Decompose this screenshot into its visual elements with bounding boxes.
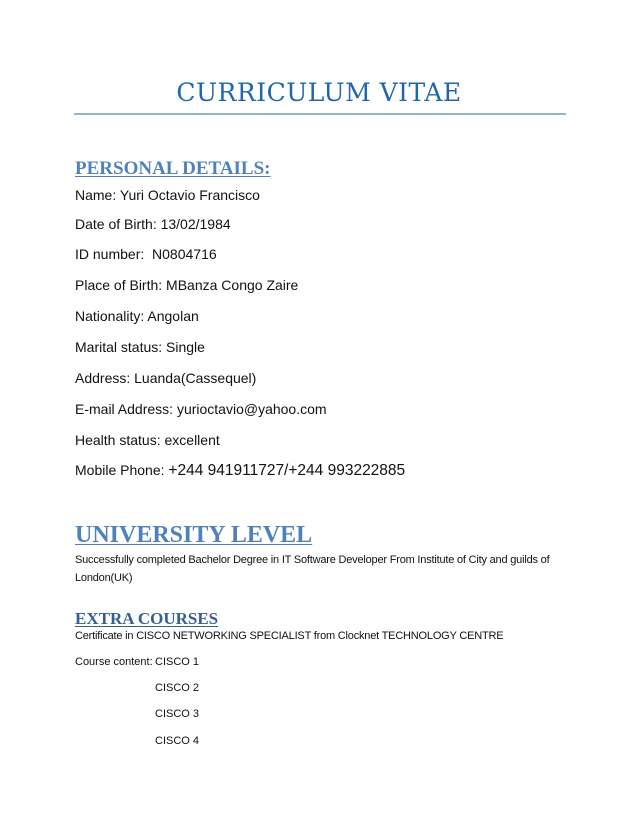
field-email	[75, 401, 327, 417]
field-label: Place of Birth:	[75, 277, 163, 293]
certificate-line: Certificate in CISCO NETWORKING SPECIALIST from Clocknet TECHNOLOGY CENTRE	[75, 630, 504, 642]
field-label: Name:	[75, 187, 117, 203]
cv-title: CURRICULUM VITAE	[176, 78, 462, 107]
field-label: E-mail Address:	[75, 401, 174, 417]
field-value: Luanda(Cassequel)	[134, 370, 257, 386]
field-health-status	[75, 432, 220, 448]
field-address	[75, 370, 256, 386]
field-value: yurioctavio@yahoo.com	[176, 401, 327, 417]
field-mobile-phone	[75, 462, 405, 480]
field-label: Health status:	[75, 432, 161, 448]
field-name	[75, 187, 260, 203]
field-id-number	[75, 246, 217, 262]
university-description-line-1: Successfully completed Bachelor Degree in IT Software Developer From Institute of City and guilds of	[75, 554, 550, 566]
field-label: Marital status:	[75, 339, 163, 355]
field-marital-status	[75, 339, 205, 355]
field-label: Address:	[75, 370, 131, 386]
university-level-heading: UNIVERSITY LEVEL	[75, 522, 313, 548]
field-value: excellent	[164, 432, 220, 448]
field-label: Nationality:	[75, 308, 145, 324]
field-value: MBanza Congo Zaire	[166, 277, 299, 293]
course-item: CISCO 2	[155, 682, 200, 694]
university-description-line-2: London(UK)	[75, 572, 133, 584]
field-label: Date of Birth:	[75, 216, 157, 232]
field-value: 13/02/1984	[160, 216, 231, 232]
field-nationality	[75, 308, 199, 324]
field-value: Angolan	[147, 308, 199, 324]
course-content-label: Course content:	[75, 656, 153, 668]
field-value: Single	[166, 339, 205, 355]
course-item: CISCO 3	[155, 708, 200, 720]
field-value: Yuri Octavio Francisco	[119, 187, 260, 203]
extra-courses-heading: EXTRA COURSES	[75, 609, 219, 628]
field-label: ID number:	[75, 246, 145, 262]
personal-details-heading: PERSONAL DETAILS:	[75, 158, 271, 179]
field-place-of-birth	[75, 277, 298, 293]
title-rule	[74, 113, 566, 115]
field-date-of-birth	[75, 216, 231, 232]
field-label: Mobile Phone:	[75, 462, 165, 478]
field-value: +244 941911727/+244 993222885	[168, 462, 406, 479]
course-item: CISCO 4	[155, 735, 200, 747]
field-value: N0804716	[152, 246, 217, 262]
course-item: CISCO 1	[155, 656, 200, 668]
